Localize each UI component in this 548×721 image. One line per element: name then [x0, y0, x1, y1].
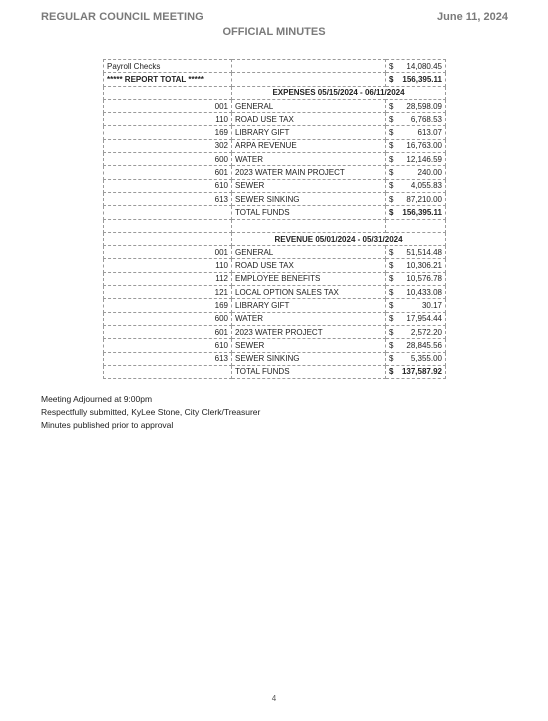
- fund-code: 169: [104, 126, 232, 139]
- currency-sign: $: [389, 274, 394, 284]
- total-label: TOTAL FUNDS: [232, 365, 386, 378]
- published-note: Minutes published prior to approval: [41, 420, 174, 430]
- fund-row: [104, 312, 446, 325]
- amount-value: 5,355.00: [410, 354, 442, 364]
- fund-code: 610: [104, 339, 232, 352]
- fund-row: [104, 126, 446, 139]
- amount-cell: [386, 153, 446, 166]
- currency-sign: $: [389, 74, 394, 84]
- empty-cell: [232, 60, 386, 73]
- fund-code: 169: [104, 299, 232, 312]
- fund-code: 110: [104, 113, 232, 126]
- currency-sign: $: [389, 141, 394, 151]
- expenses-heading-row: [104, 86, 446, 99]
- amount-cell: [386, 312, 446, 325]
- amount-cell: [386, 246, 446, 259]
- amount-value: 14,080.45: [406, 61, 442, 71]
- amount-value: 6,768.53: [410, 114, 442, 124]
- amount-value: 10,306.21: [406, 261, 442, 271]
- amount-value: 16,763.00: [406, 141, 442, 151]
- adjourned-note: Meeting Adjourned at 9:00pm: [41, 394, 153, 404]
- amount-value: 10,576.78: [406, 274, 442, 284]
- fund-name: SEWER: [232, 179, 386, 192]
- amount-cell: [386, 325, 446, 338]
- fund-code: 613: [104, 192, 232, 205]
- amount-cell: [386, 206, 446, 219]
- empty-cell: [104, 206, 232, 219]
- summary-row: [104, 73, 446, 86]
- minutes-subtitle: OFFICIAL MINUTES: [222, 26, 326, 38]
- fund-row: [104, 325, 446, 338]
- fund-row: [104, 99, 446, 112]
- fund-row: [104, 299, 446, 312]
- currency-sign: $: [389, 114, 394, 124]
- fund-code: 601: [104, 166, 232, 179]
- fund-code: 613: [104, 352, 232, 365]
- amount-value: 30.17: [421, 300, 442, 310]
- amount-value: 87,210.00: [406, 194, 442, 204]
- currency-sign: $: [389, 261, 394, 271]
- currency-sign: $: [389, 154, 394, 164]
- meeting-title: REGULAR COUNCIL MEETING: [41, 11, 204, 23]
- amount-cell: [386, 286, 446, 299]
- amount-value: 51,514.48: [406, 247, 442, 257]
- fund-name: SEWER: [232, 339, 386, 352]
- currency-sign: $: [389, 327, 394, 337]
- amount-value: 4,055.83: [410, 181, 442, 191]
- empty-cell: [104, 232, 232, 245]
- amount-cell: [386, 126, 446, 139]
- currency-sign: $: [389, 207, 394, 217]
- amount-value: 613.07: [417, 128, 442, 138]
- summary-label: Payroll Checks: [104, 60, 232, 73]
- currency-sign: $: [389, 194, 394, 204]
- fund-name: 2023 WATER PROJECT: [232, 325, 386, 338]
- currency-sign: $: [389, 287, 394, 297]
- fund-name: ROAD USE TAX: [232, 259, 386, 272]
- fund-row: [104, 272, 446, 285]
- total-funds-row: [104, 206, 446, 219]
- amount-value: 137,587.92: [401, 367, 442, 377]
- empty-cell: [104, 219, 232, 232]
- amount-cell: [386, 139, 446, 152]
- fund-name: LOCAL OPTION SALES TAX: [232, 286, 386, 299]
- fund-row: [104, 166, 446, 179]
- fund-row: [104, 339, 446, 352]
- fund-row: [104, 352, 446, 365]
- currency-sign: $: [389, 340, 394, 350]
- empty-cell: [386, 219, 446, 232]
- amount-cell: [386, 365, 446, 378]
- fund-code: 302: [104, 139, 232, 152]
- fund-name: LIBRARY GIFT: [232, 299, 386, 312]
- amount-cell: [386, 192, 446, 205]
- currency-sign: $: [389, 168, 394, 178]
- amount-value: 28,845.56: [406, 340, 442, 350]
- submitted-note: Respectfully submitted, KyLee Stone, City Clerk/Treasurer: [41, 407, 261, 417]
- revenue-heading-row: [104, 232, 446, 245]
- summary-label: ***** REPORT TOTAL *****: [104, 73, 232, 86]
- amount-value: 2,572.20: [410, 327, 442, 337]
- amount-value: 17,954.44: [406, 314, 442, 324]
- fund-row: [104, 153, 446, 166]
- closing-notes: [41, 393, 260, 432]
- currency-sign: $: [389, 61, 394, 71]
- expenses-heading: EXPENSES 05/15/2024 - 06/11/2024: [232, 86, 446, 99]
- fund-code: 121: [104, 286, 232, 299]
- fund-row: [104, 179, 446, 192]
- amount-cell: [386, 352, 446, 365]
- amount-cell: [386, 259, 446, 272]
- currency-sign: $: [389, 354, 394, 364]
- currency-sign: $: [389, 128, 394, 138]
- fund-row: [104, 246, 446, 259]
- amount-cell: [386, 99, 446, 112]
- fund-name: EMPLOYEE BENEFITS: [232, 272, 386, 285]
- fund-code: 601: [104, 325, 232, 338]
- fund-code: 110: [104, 259, 232, 272]
- amount-value: 240.00: [417, 168, 442, 178]
- empty-cell: [232, 73, 386, 86]
- amount-value: 156,395.11: [402, 74, 442, 84]
- fund-row: [104, 259, 446, 272]
- amount-cell: [386, 73, 446, 86]
- currency-sign: $: [389, 101, 394, 111]
- amount-value: 10,433.08: [406, 287, 442, 297]
- total-label: TOTAL FUNDS: [232, 206, 386, 219]
- currency-sign: $: [389, 367, 394, 377]
- amount-value: 156,395.11: [402, 207, 442, 217]
- currency-sign: $: [389, 181, 394, 191]
- fund-row: [104, 113, 446, 126]
- spacer-row: [104, 219, 446, 232]
- fund-row: [104, 139, 446, 152]
- currency-sign: $: [389, 247, 394, 257]
- total-funds-row: [104, 365, 446, 378]
- fund-code: 001: [104, 246, 232, 259]
- fund-name: ROAD USE TAX: [232, 113, 386, 126]
- summary-row: [104, 60, 446, 73]
- amount-cell: [386, 272, 446, 285]
- empty-cell: [104, 365, 232, 378]
- fund-name: GENERAL: [232, 99, 386, 112]
- revenue-heading: REVENUE 05/01/2024 - 05/31/2024: [232, 232, 446, 245]
- fund-code: 001: [104, 99, 232, 112]
- amount-value: 28,598.09: [406, 101, 442, 111]
- currency-sign: $: [389, 314, 394, 324]
- amount-cell: [386, 339, 446, 352]
- amount-cell: [386, 179, 446, 192]
- fund-name: LIBRARY GIFT: [232, 126, 386, 139]
- currency-sign: $: [389, 300, 394, 310]
- amount-cell: [386, 60, 446, 73]
- fund-name: 2023 WATER MAIN PROJECT: [232, 166, 386, 179]
- amount-cell: [386, 113, 446, 126]
- fund-name: GENERAL: [232, 246, 386, 259]
- fund-code: 600: [104, 312, 232, 325]
- fund-name: SEWER SINKING: [232, 192, 386, 205]
- empty-cell: [232, 219, 386, 232]
- empty-cell: [104, 86, 232, 99]
- fund-name: WATER: [232, 153, 386, 166]
- fund-name: WATER: [232, 312, 386, 325]
- fund-row: [104, 286, 446, 299]
- fund-code: 610: [104, 179, 232, 192]
- fund-code: 600: [104, 153, 232, 166]
- fund-name: SEWER SINKING: [232, 352, 386, 365]
- amount-cell: [386, 299, 446, 312]
- financial-table: [103, 59, 446, 379]
- amount-value: 12,146.59: [406, 154, 442, 164]
- fund-code: 112: [104, 272, 232, 285]
- amount-cell: [386, 166, 446, 179]
- meeting-date: June 11, 2024: [437, 11, 508, 23]
- page-number: 4: [271, 694, 277, 703]
- fund-name: ARPA REVENUE: [232, 139, 386, 152]
- fund-row: [104, 192, 446, 205]
